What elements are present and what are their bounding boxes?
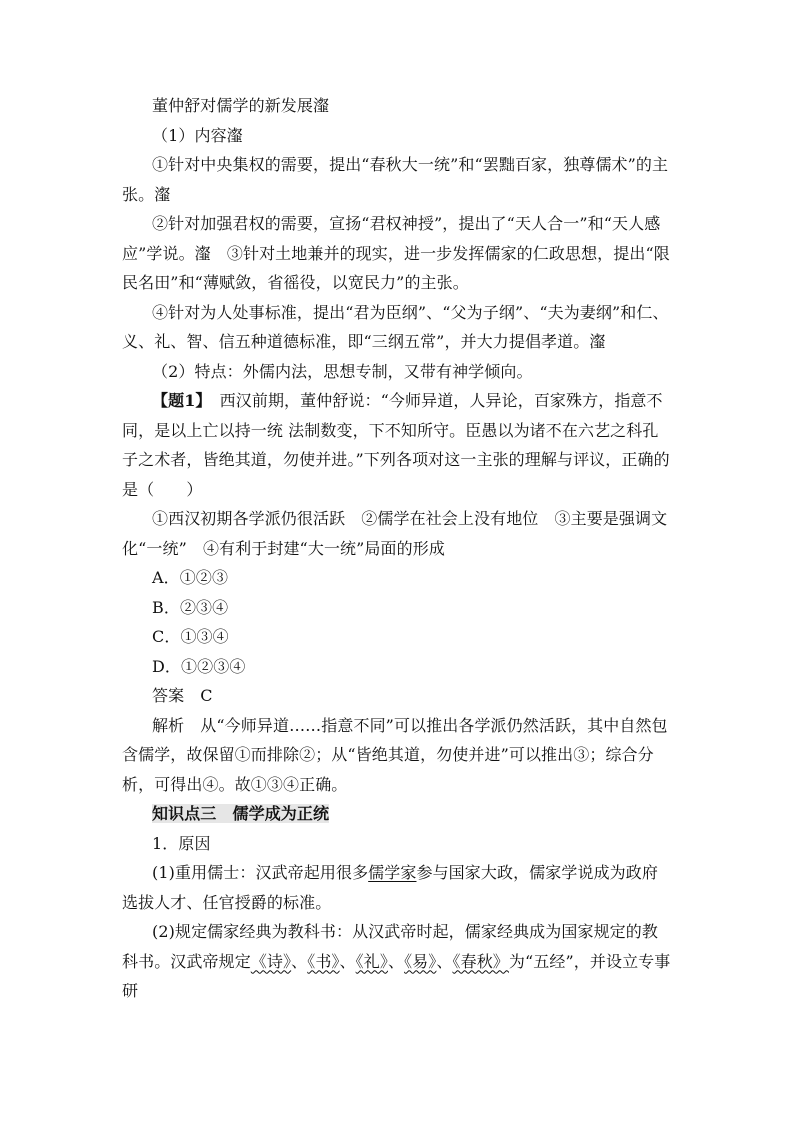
analysis: 解析 从“今师异道……指意不同”可以推出各学派仍然活跃，其中自然包含儒学，故保留①而排除②；从“皆绝其道，勿使并进”可以推出③；综合分析，可得出④。故①③④正确。 bbox=[122, 715, 668, 794]
point-1: ①针对中央集权的需要，提出“春秋大一统”和“罢黜百家，独尊儒术”的主张。瀣 bbox=[122, 155, 669, 204]
question-label: 【题1】 bbox=[152, 391, 204, 410]
section-title: 董仲舒对儒学的新发展瀣 bbox=[152, 96, 330, 115]
point-2-3: ②针对加强君权的需要，宣扬“君权神授”，提出了“天人合一”和“天人感应”学说。瀣 ③针对土地兼并的现实，进一步发挥儒家的仁政思想，提出“限民名田”和“薄赋敛，省徭役，以宽民力”的主张。 bbox=[122, 214, 670, 292]
knowledge-heading-text: 知识点三 儒学成为正统 bbox=[152, 804, 330, 823]
reason-item-1: (1)重用儒士：汉武帝起用很多儒学家参与国家大政，儒家学说成为政府选拔人才、任官授爵的标准。 bbox=[122, 863, 658, 912]
point-4: ④针对为人处事标准，提出“君为臣纲”、“父为子纲”、“夫为妻纲”和仁、义、礼、智、信五种道德标准，即“三纲五常”，并大力提倡孝道。瀣 bbox=[122, 302, 669, 351]
option-d: D．①②③④ bbox=[152, 656, 246, 676]
content-label: （1）内容瀣 bbox=[152, 125, 243, 145]
document-body bbox=[122, 91, 674, 1006]
reason-item-2: (2)规定儒家经典为教科书：从汉武帝时起，儒家经典成为国家规定的教科书。汉武帝规定《诗》、《书》、《礼》、《易》、《春秋》为“五经”，并设立专事研 bbox=[122, 922, 671, 1000]
classic-shi: 《诗》 bbox=[250, 951, 292, 971]
answer: 答案 C bbox=[152, 686, 213, 705]
option-a: A．①②③ bbox=[152, 568, 229, 587]
classic-li: 《礼》 bbox=[355, 951, 388, 971]
option-c: C．①③④ bbox=[152, 627, 229, 646]
question-stem bbox=[122, 386, 674, 504]
features: （2）特点：外儒内法，思想专制，又带有神学倾向。 bbox=[152, 361, 533, 381]
classic-yi: 《易》 bbox=[404, 951, 437, 971]
classic-chunqiu: 《春秋》 bbox=[452, 951, 509, 971]
knowledge-heading bbox=[122, 799, 674, 829]
classic-shu: 《书》 bbox=[307, 951, 340, 971]
question-stem-text: 西汉前期，董仲舒说：“今师异道，人异论，百家殊方，指意不同，是以上亡以持一统 法制数变，下不知所守。臣愚以为诸不在六艺之科孔子之术者，皆绝其道，勿使并进。”下列各项对这一主张的理解与评议，正确的是（ ） bbox=[122, 391, 670, 499]
confucian-scholars-term: 儒学家 bbox=[368, 863, 417, 882]
question-statements: ①西汉初期各学派仍很活跃 ②儒学在社会上没有地位 ③主要是强调文化“一统” ④有利于封建“大一统”局面的形成 bbox=[122, 509, 668, 558]
option-b: B．②③④ bbox=[152, 597, 229, 617]
reason-label: 1．原因 bbox=[152, 833, 211, 853]
